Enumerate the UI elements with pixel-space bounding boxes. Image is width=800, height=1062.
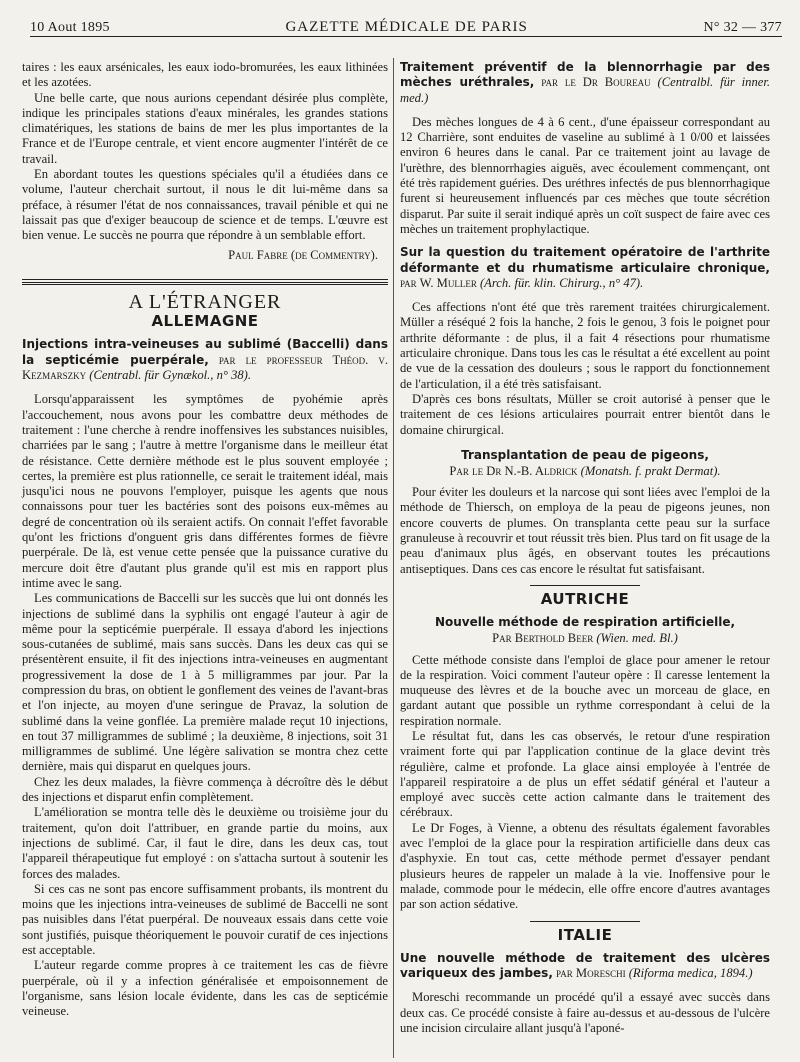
paragraph: Les communications de Baccelli sur les succès que lui ont donnés les injections de sublimé dans la syphilis ont engagé l'auteur à agir de même pour la septicémie puerpérale. Il essaya d'abord les injections sous-cutanées de sublimé, mais sans succès. Dans les deux cas qui se présentèrent ensuite, il fit des injections intra-veineuses en augmentant progressivement la dose de 1 à 5 milligrammes par jour. Par la compression du bras, on obtient le gonflement des veines de l'avant-bras et l'on injecte, au moyen d'une seringue de Pravaz, la solution de sublimé dans la veine gonflée. La première malade reçut 10 injections, en tout 37 milligrammes de sublimé ; la deuxième, 8 injections, soit 31 milligrammes de sublimé. Une légère salivation se montra chez cette dernière, mais qui disparut en quelques jours. <box>22 591 388 774</box>
article-source: (Arch. für. klin. Chirurg., n° 47). <box>479 275 644 290</box>
paragraph: Moreschi recommande un procédé qu'il a essayé avec succès dans deux cas. Ce procédé consiste à faire au-dessus et au-dessous de l'ulcère une incision circulaire allant jusqu'à l'aponé- <box>400 990 770 1036</box>
paragraph: Le Dr Foges, à Vienne, a obtenu des résultats également favorables avec l'emploi de la glace pour la respiration artificielle dans deux cas d'asphyxie. En tout cas, cette méthode permet d'essayer pendant plusieurs heures de rappeler un malade à la vie. Inoffensive pour le malade, commode pour le médecin, elle offre encore d'autres avantages par son action sédative. <box>400 820 770 912</box>
column-divider <box>393 58 394 1058</box>
article-source: (Wien. med. Bl.) <box>596 631 678 646</box>
article-source: (Monatsh. f. prakt Dermat). <box>580 463 721 478</box>
article-title: Traitement préventif de la blennorrhagie par des mèches uréthrales, <box>400 60 770 90</box>
article-title: Transplantation de peau de pigeons, <box>461 447 709 462</box>
issue-date: 10 Aout 1895 <box>30 20 110 35</box>
article-author: Par Berthold Beer <box>492 631 597 646</box>
journal-title: GAZETTE MÉDICALE DE PARIS <box>285 19 528 35</box>
right-column <box>400 60 770 1036</box>
country-heading: ITALIE <box>557 925 613 944</box>
section-heading: A L'ÉTRANGER <box>128 290 282 313</box>
article-citation <box>400 631 770 646</box>
article-heading <box>400 60 770 106</box>
article-heading <box>400 951 770 982</box>
paragraph: Ces affections n'ont été que très rarement traitées chirurgicalement. Müller a réséqué 2 fois la hanche, 2 fois le genou, 3 fois le poignet pour arthrite déformante : de plus, il a fait 4 résections pour rhumatisme articulaire chronique. Dans tous les cas le résultat a été excellent au point de vue de la cessation des douleurs ; sous le rapport du fonctionnement de l'articulation, il a été très satisfaisant. <box>400 300 770 391</box>
article-source: (Centrabl. für Gynækol., n° 38). <box>89 368 252 383</box>
section-rule <box>530 921 640 922</box>
paragraph: L'amélioration se montra telle dès le deuxième ou troisième jour du traitement, qu'on doit l'attribuer, en grande partie du moins, aux injections de sublimé. Car, il faut le dire, dans les deux cas, tout l'appareil thérapeutique fut employé : on s'attacha surtout à soutenir les forces des malades. <box>22 805 388 881</box>
article-title: Injections intra-veineuses au sublimé (Baccelli) dans la septicémie puerpérale, <box>22 337 388 367</box>
issue-page-number: N° 32 — 377 <box>703 20 782 35</box>
article-heading <box>400 245 770 291</box>
paragraph: Si ces cas ne sont pas encore suffisamment probants, ils montrent du moins que les injections intra-veineuses de sublimé de Baccelli ne sont pas nuisibles dans l'état puerpéral. De nouveaux essais dans cette voie sont justifiés, puisque théoriquement le pouvoir curatif de ces injections est acceptable. <box>22 881 388 958</box>
paragraph: Le résultat fut, dans les cas observés, le retour d'une respiration vraiment forte qui par l'application continue de la glace devint très régulière, calme et profonde. La glace ainsi employée à l'entrée de l'appareil respiratoire a de plus un effet sédatif général et l'auteur a employé avec succès cette action calmante dans le traitement des cérébraux. <box>400 728 770 820</box>
country-heading: ALLEMAGNE <box>151 312 259 331</box>
article-author: Par le Dr N.-B. Aldrick <box>449 463 581 478</box>
paragraph: D'après ces bons résultats, Müller se croit autorisé à penser que le traitement de ces lésions articulaires pourrait entrer bientôt dans le domaine chirurgical. <box>400 391 770 437</box>
country-heading: AUTRICHE <box>540 589 630 608</box>
article-source: (Centralbl. für inner. med.) <box>400 75 771 105</box>
article-citation <box>400 464 770 479</box>
section-rule <box>22 279 388 285</box>
article-title: Une nouvelle méthode de traitement des ulcères variqueux des jambes, <box>400 950 770 981</box>
page-header <box>30 10 782 37</box>
article-author: par le Dr Boureau <box>534 75 658 90</box>
left-column <box>22 60 388 1020</box>
article-heading <box>22 337 388 383</box>
paragraph: En abordant toutes les questions spéciales qu'il a étudiées dans ce volume, l'auteur cherchait surtout, il nous le dit lui-même dans sa préface, à résumer l'état de nos connaissances, travail pénible et qui ne laissait pas que d'exiger beaucoup de science et de temps. L'œuvre est bien venue. Le succès ne pourra que répondre à un semblable effort. <box>22 167 388 243</box>
paragraph: taires : les eaux arsénicales, les eaux iodo-bromurées, les eaux lithinées et les azotées. <box>22 60 388 90</box>
article-title: Nouvelle méthode de respiration artificielle, <box>434 615 736 630</box>
paragraph: Chez les deux malades, la fièvre commença à décroître dès le début des injections et disparut enfin complètement. <box>22 774 388 805</box>
paragraph: Une belle carte, que nous aurions cependant désirée plus complète, indique les principales stations d'eaux minérales, les grandes stations climatériques, les stations de bains de mer les plus importantes de la France et de l'Europe centrale, et vient encore augmenter l'intérêt de ce travail. <box>22 90 388 166</box>
article-title: Sur la question du traitement opératoire de l'arthrite déformante et du rhumatisme articulaire chronique, <box>400 245 770 275</box>
article-source: (Riforma medica, 1894.) <box>628 966 753 981</box>
paragraph: Pour éviter les douleurs et la narcose qui sont liées avec l'emploi de la méthode de Thiersch, on employa de la peau de pigeons jeunes, non encore couverts de plumes. On transplanta cette peau sur la surface granuleuse à recouvrir et tout réussit très bien. Plus tard on fit usage de la peau d'animaux plus âgés, en observant toutes les précautions antiseptiques. Dans ces cas encore le résultat fut satisfaisant. <box>400 485 770 576</box>
paragraph: Cette méthode consiste dans l'emploi de glace pour amener le retour de la respiration. Voici comment l'auteur opère : Il caresse lentement la muqueuse des lèvres et de la bouche avec un morceau de glace, en gardant autant que possible un rythme correspondant à celui de la respiration normale. <box>400 652 770 728</box>
paragraph: Des mèches longues de 4 à 6 cent., d'une épaisseur correspondant au 12 Charrière, sont enduites de vaseline au sublimé à 1 0/00 et laissées environ 6 heures dans le canal. Par ce traitement joint au lavage de l'urèthre, des blennorrhagies aiguës, avec écoulement commençant, ont été très rapidement guéries. Des uréthres infectés de pus blennorrhagique furent si heureusement influencés par ces mèches que toute sécrétion disparut. Par suite il serait indiqué après un coït suspect de faire avec ces mèches un traitement prophylactique. <box>400 114 770 236</box>
review-signature: Paul Fabre (de Commentry). <box>228 247 378 262</box>
article-author: par le professeur Théod. v. Kezmarszky <box>22 352 388 383</box>
section-rule <box>530 585 640 586</box>
article-author: par Moreschi <box>552 966 629 981</box>
paragraph: L'auteur regarde comme propres à ce traitement les cas de fièvre puerpérale, où il y a infection généralisée et empoisonnement de l'organisme, sans lésion locale évidente, dans les cas de septicémie veineuse. <box>22 958 388 1019</box>
paragraph: Lorsqu'apparaissent les symptômes de pyohémie après l'accouchement, nous avons pour les combattre deux méthodes de traitement : l'une cherche à rendre inoffensives les substances nuisibles, charriées par le sang ; l'autre à mettre l'organisme dans le meilleur état de résistance. Cette dernière méthode est le plus souvent employée ; certes, la première est plus rationnelle, ce serait le traitement idéal, mais jusqu'ici nous ne pouvons l'employer, puisque les agents que nous connaissons pour tuer les bactéries sont des poisons eux-mêmes au degré de concentration où ils seraient actifs. On connait l'effet favorable qu'ont les frictions d'onguent gris dans différentes formes de fièvre puerpérale. De là, est venue cette pensée que la puissance curative du mercure doit être d'autant plus grande qu'il est mis en rapport plus intime avec le sang. <box>22 392 388 590</box>
article-author: par W. Muller <box>400 275 480 290</box>
